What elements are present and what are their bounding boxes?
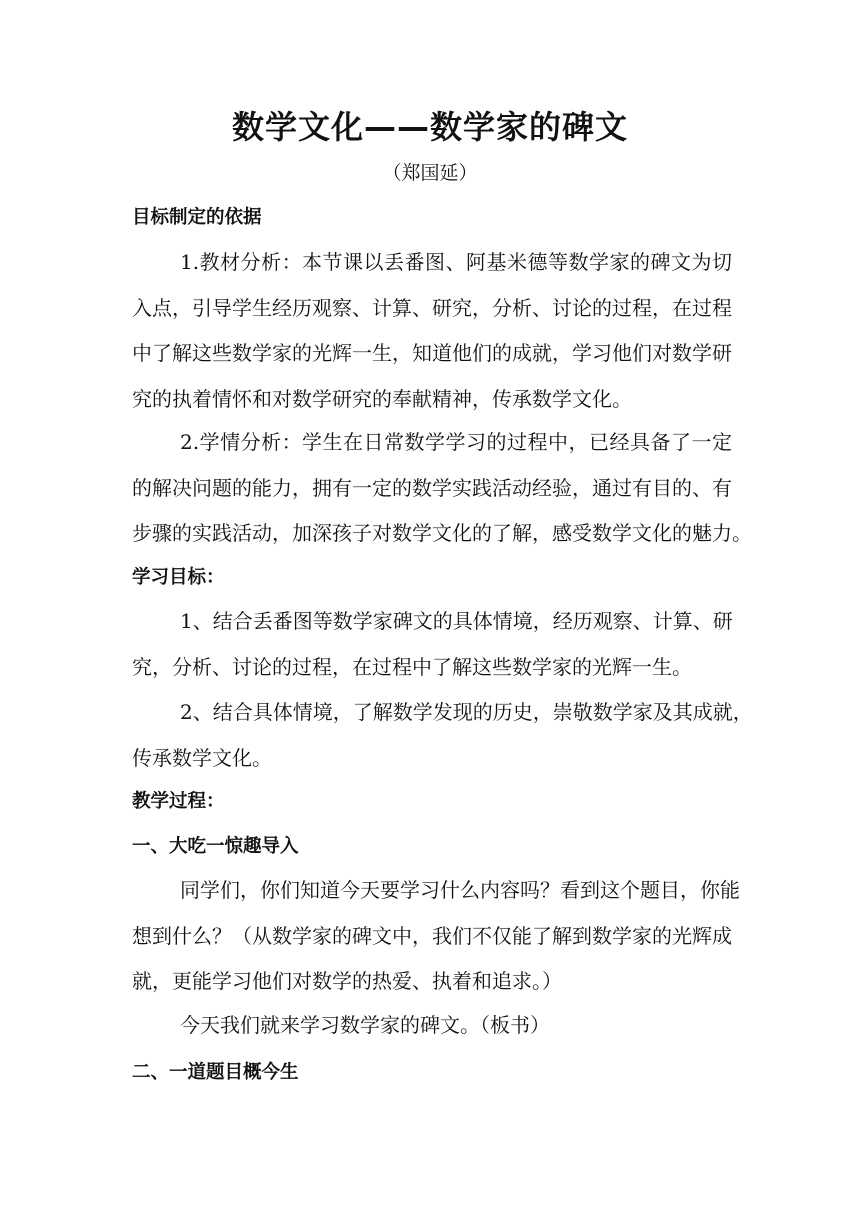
paragraph-line: 传承数学文化。 bbox=[132, 745, 272, 770]
document-title: 数学文化——数学家的碑文 bbox=[231, 108, 628, 146]
paragraph-line: 中了解这些数学家的光辉一生，知道他们的成就，学习他们对数学研 bbox=[132, 341, 732, 366]
heading-section-2: 二、一道题目概今生 bbox=[132, 1062, 299, 1083]
paragraph-line: 想到什么？（从数学家的碑文中，我们不仅能了解到数学家的光辉成 bbox=[132, 923, 732, 948]
paragraph-line: 1、结合丢番图等数学家碑文的具体情境，经历观察、计算、研 bbox=[180, 609, 733, 633]
paragraph-line: 步骤的实践活动，加深孩子对数学文化的了解，感受数学文化的魅力。 bbox=[132, 521, 752, 546]
paragraph-line: 究的执着情怀和对数学研究的奉献精神，传承数学文化。 bbox=[132, 386, 632, 411]
paragraph-line: 的解决问题的能力，拥有一定的数学实践活动经验，通过有目的、有 bbox=[132, 475, 732, 500]
paragraph-intro bbox=[132, 868, 740, 1005]
heading-teaching-process: 教学过程： bbox=[132, 791, 225, 812]
heading-section-1: 一、大吃一惊趣导入 bbox=[132, 836, 299, 857]
paragraph-line: 1.教材分析：本节课以丢番图、阿基米德等数学家的碑文为切 bbox=[180, 250, 732, 274]
paragraph-line: 今天我们就来学习数学家的碑文。（板书） bbox=[180, 1013, 550, 1037]
author-line: （郑国延） bbox=[382, 162, 478, 184]
paragraph-intro-board bbox=[132, 1003, 732, 1049]
paragraph-goal-1 bbox=[132, 599, 732, 690]
paragraph-line: 就，更能学习他们对数学的热爱、执着和追求。） bbox=[132, 969, 562, 994]
paragraph-line: 2、结合具体情境，了解数学发现的历史，崇敬数学家及其成就， bbox=[180, 700, 753, 724]
paragraph-line: 究，分析、讨论的过程，在过程中了解这些数学家的光辉一生。 bbox=[132, 654, 692, 679]
heading-learning-goals: 学习目标： bbox=[132, 567, 225, 588]
paragraph-textbook-analysis bbox=[132, 240, 732, 422]
paragraph-goal-2 bbox=[132, 690, 753, 781]
paragraph-line: 同学们，你们知道今天要学习什么内容吗？看到这个题目，你能 bbox=[180, 878, 740, 902]
paragraph-student-analysis bbox=[132, 420, 752, 557]
heading-basis: 目标制定的依据 bbox=[132, 207, 262, 228]
paragraph-line: 入点，引导学生经历观察、计算、研究，分析、讨论的过程，在过程 bbox=[132, 295, 732, 320]
paragraph-line: 2.学情分析：学生在日常数学学习的过程中，已经具备了一定 bbox=[180, 430, 732, 454]
